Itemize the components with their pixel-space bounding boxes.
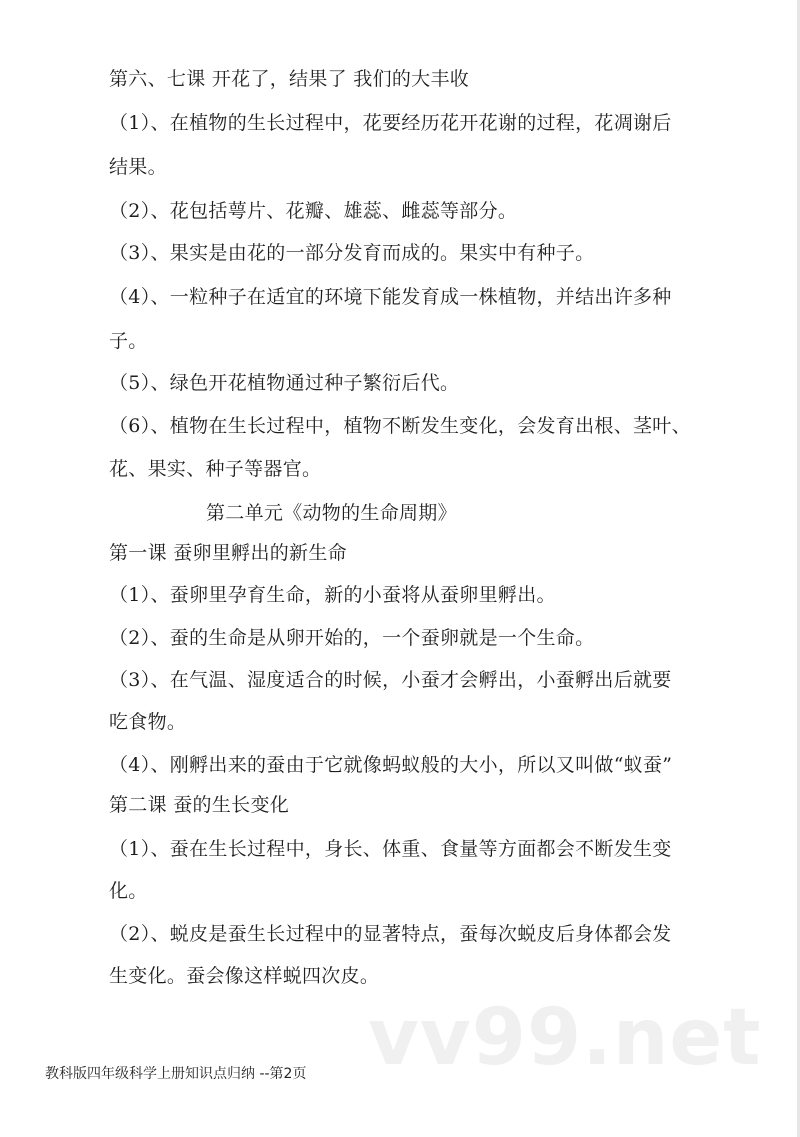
lesson-heading-2: 第二课 蚕的生长变化 [109,794,290,816]
paragraph-line: （1）、蚕卵里孕育生命，新的小蚕将从蚕卵里孵出。 [109,584,556,606]
lesson-heading-6-7: 第六、七课 开花了，结果了 我们的大丰收 [109,68,470,90]
paragraph-line: （6）、植物在生长过程中，植物不断发生变化，会发育出根、茎叶、 [109,415,691,437]
paragraph-line: 子。 [109,330,148,352]
paragraph-line: （2）、蚕的生命是从卵开始的，一个蚕卵就是一个生命。 [109,627,595,649]
paragraph-line: （3）、果实是由花的一部分发育而成的。果实中有种子。 [109,242,595,264]
paragraph-line: （1）、蚕在生长过程中，身长、体重、食量等方面都会不断发生变 [109,838,672,860]
paragraph-line: （4）、刚孵出来的蚕由于它就像蚂蚁般的大小，所以又叫做“蚁蚕” [109,754,673,776]
paragraph-line: （1）、在植物的生长过程中，花要经历花开花谢的过程，花凋谢后 [109,112,672,134]
lesson-heading-1: 第一课 蚕卵里孵出的新生命 [109,542,347,564]
unit-heading: 第二单元《动物的生命周期》 [206,502,457,524]
watermark: vv99.net [368,993,762,1083]
paragraph-line: （2）、蜕皮是蚕生长过程中的显著特点，蚕每次蜕皮后身体都会发 [109,923,672,945]
paragraph-line: 化。 [109,880,148,902]
paragraph-line: 花、果实、种子等器官。 [109,458,322,480]
paragraph-line: （5）、绿色开花植物通过种子繁衍后代。 [109,372,460,394]
paragraph-line: 生变化。蚕会像这样蜕四次皮。 [109,965,380,987]
paragraph-line: 吃食物。 [109,711,187,733]
page-footer: 教科版四年级科学上册知识点归纳 --第2页 [45,1066,307,1082]
paragraph-line: （4）、一粒种子在适宜的环境下能发育成一株植物，并结出许多种 [109,286,672,308]
paragraph-line: （3）、在气温、湿度适合的时候，小蚕才会孵出，小蚕孵出后就要 [109,669,672,691]
paragraph-line: （2）、花包括萼片、花瓣、雄蕊、雌蕊等部分。 [109,200,518,222]
paragraph-line: 结果。 [109,156,167,178]
